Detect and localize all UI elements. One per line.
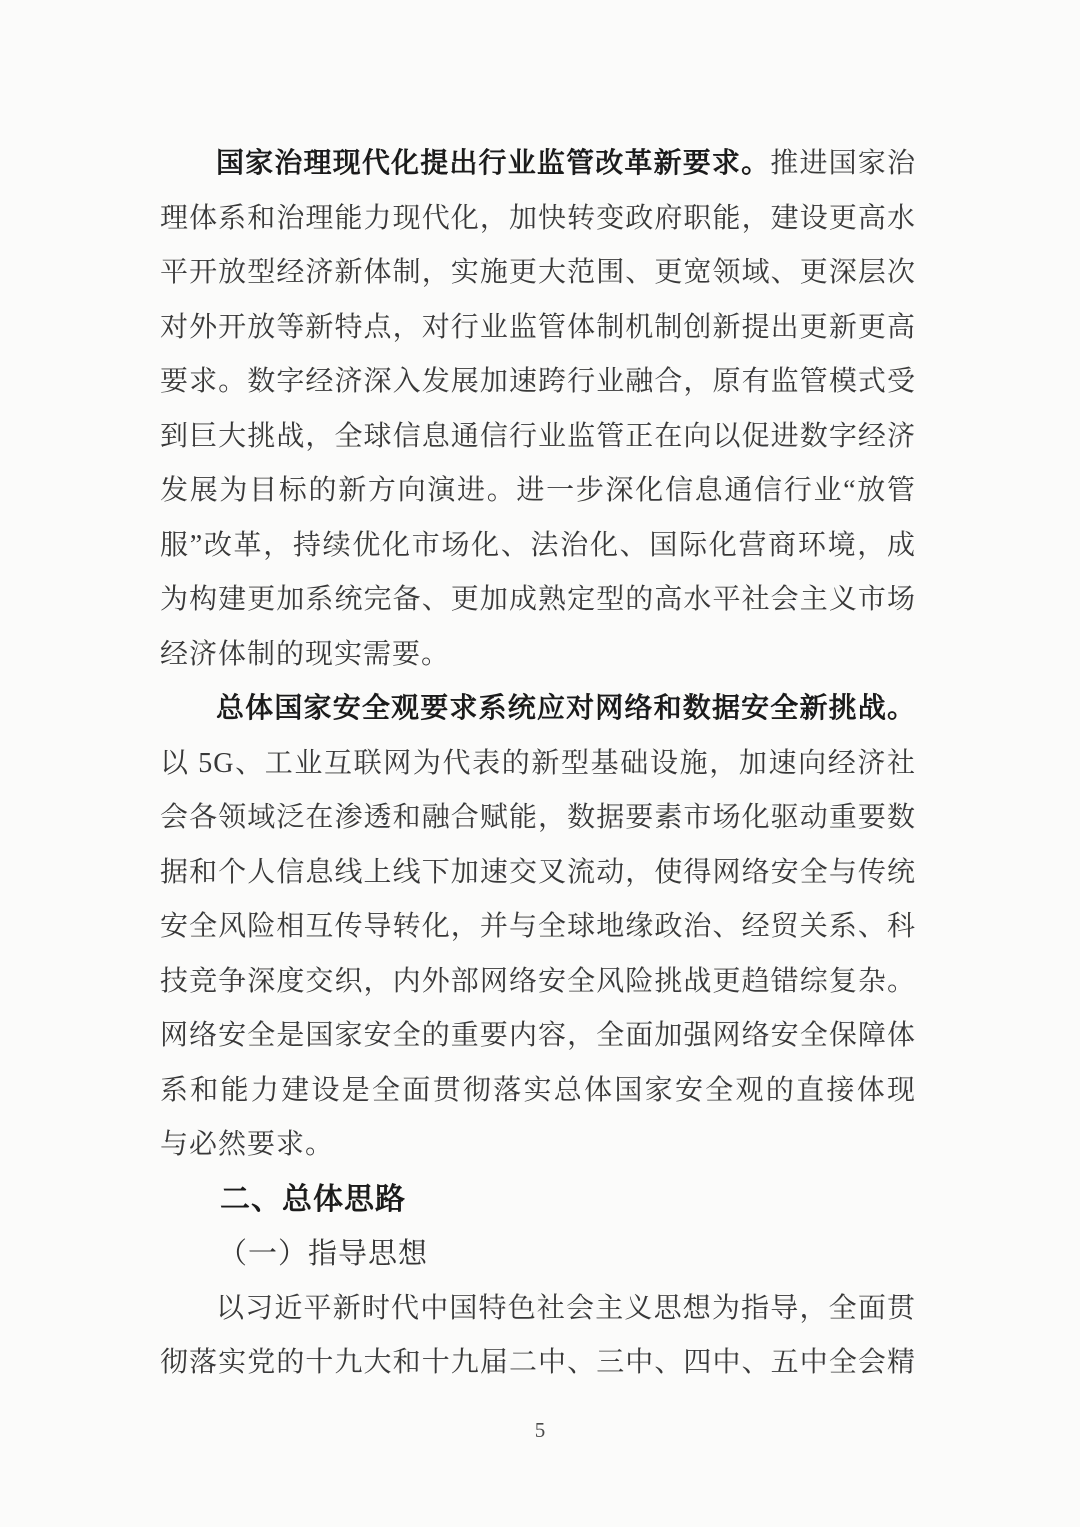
text-line [160,1009,916,1064]
text-line [160,301,916,356]
text-segment: （一）指导思想 [218,1238,429,1270]
text-line [160,410,916,465]
document-body [160,137,916,1391]
text-line [160,573,916,628]
text-line [160,737,916,792]
section-heading [160,1173,916,1228]
text-line [160,791,916,846]
text-line [160,355,916,410]
text-line [160,682,916,737]
text-segment: 推进国家治 [770,148,916,179]
text-segment: 与必然要求。 [160,1129,335,1160]
bold-text-segment: 总体国家安全观要求系统应对网络和数据安全新挑战。 [216,693,916,724]
text-segment: 平开放型经济新体制，实施更大范围、更宽领域、更深层次 [160,257,916,288]
text-line [160,955,916,1010]
text-line [160,1064,916,1119]
text-line [160,846,916,901]
text-segment: 以习近平新时代中国特色社会主义思想为指导，全面贯 [216,1292,916,1324]
text-line [160,519,916,574]
subsection-heading [160,1227,916,1282]
bold-text-segment: 二、总体思路 [220,1182,406,1216]
text-segment: 据和个人信息线上线下加速交叉流动，使得网络安全与传统 [160,856,916,888]
text-segment: 理体系和治理能力现代化，加快转变政府职能，建设更高水 [160,202,916,234]
text-segment: 对外开放等新特点，对行业监管体制机制创新提出更新更高 [160,311,916,343]
text-segment: 技竞争深度交织，内外部网络安全风险挑战更趋错综复杂。 [160,965,916,997]
text-line [160,628,916,683]
text-line [160,192,916,247]
text-segment: 经济体制的现实需要。 [160,638,451,670]
text-segment: 彻落实党的十九大和十九届二中、三中、四中、五中全会精 [160,1347,916,1378]
text-segment: 要求。数字经济深入发展加速跨行业融合，原有监管模式受 [160,366,916,397]
text-line [160,1282,916,1337]
text-segment: 为构建更加系统完备、更加成熟定型的高水平社会主义市场 [160,584,916,615]
text-segment: 网络安全是国家安全的重要内容，全面加强网络安全保障体 [160,1020,916,1051]
text-line [160,246,916,301]
text-segment: 到巨大挑战，全球信息通信行业监管正在向以促进数字经济 [160,420,916,452]
text-line [160,900,916,955]
text-line [160,1118,916,1173]
page-number: 5 [534,1418,546,1442]
text-segment: 服”改革，持续优化市场化、法治化、国际化营商环境，成 [160,529,916,561]
text-segment: 以 5G、工业互联网为代表的新型基础设施，加速向经济社 [160,747,916,779]
text-line [160,464,916,519]
text-segment: 会各领域泛在渗透和融合赋能，数据要素市场化驱动重要数 [160,802,916,833]
text-segment: 安全风险相互传导转化，并与全球地缘政治、经贸关系、科 [160,911,916,942]
text-line [160,1336,916,1391]
text-segment: 发展为目标的新方向演进。进一步深化信息通信行业“放管 [160,475,916,506]
text-line [160,137,916,192]
bold-text-segment: 国家治理现代化提出行业监管改革新要求。 [216,148,771,179]
text-segment: 系和能力建设是全面贯彻落实总体国家安全观的直接体现 [160,1074,916,1106]
